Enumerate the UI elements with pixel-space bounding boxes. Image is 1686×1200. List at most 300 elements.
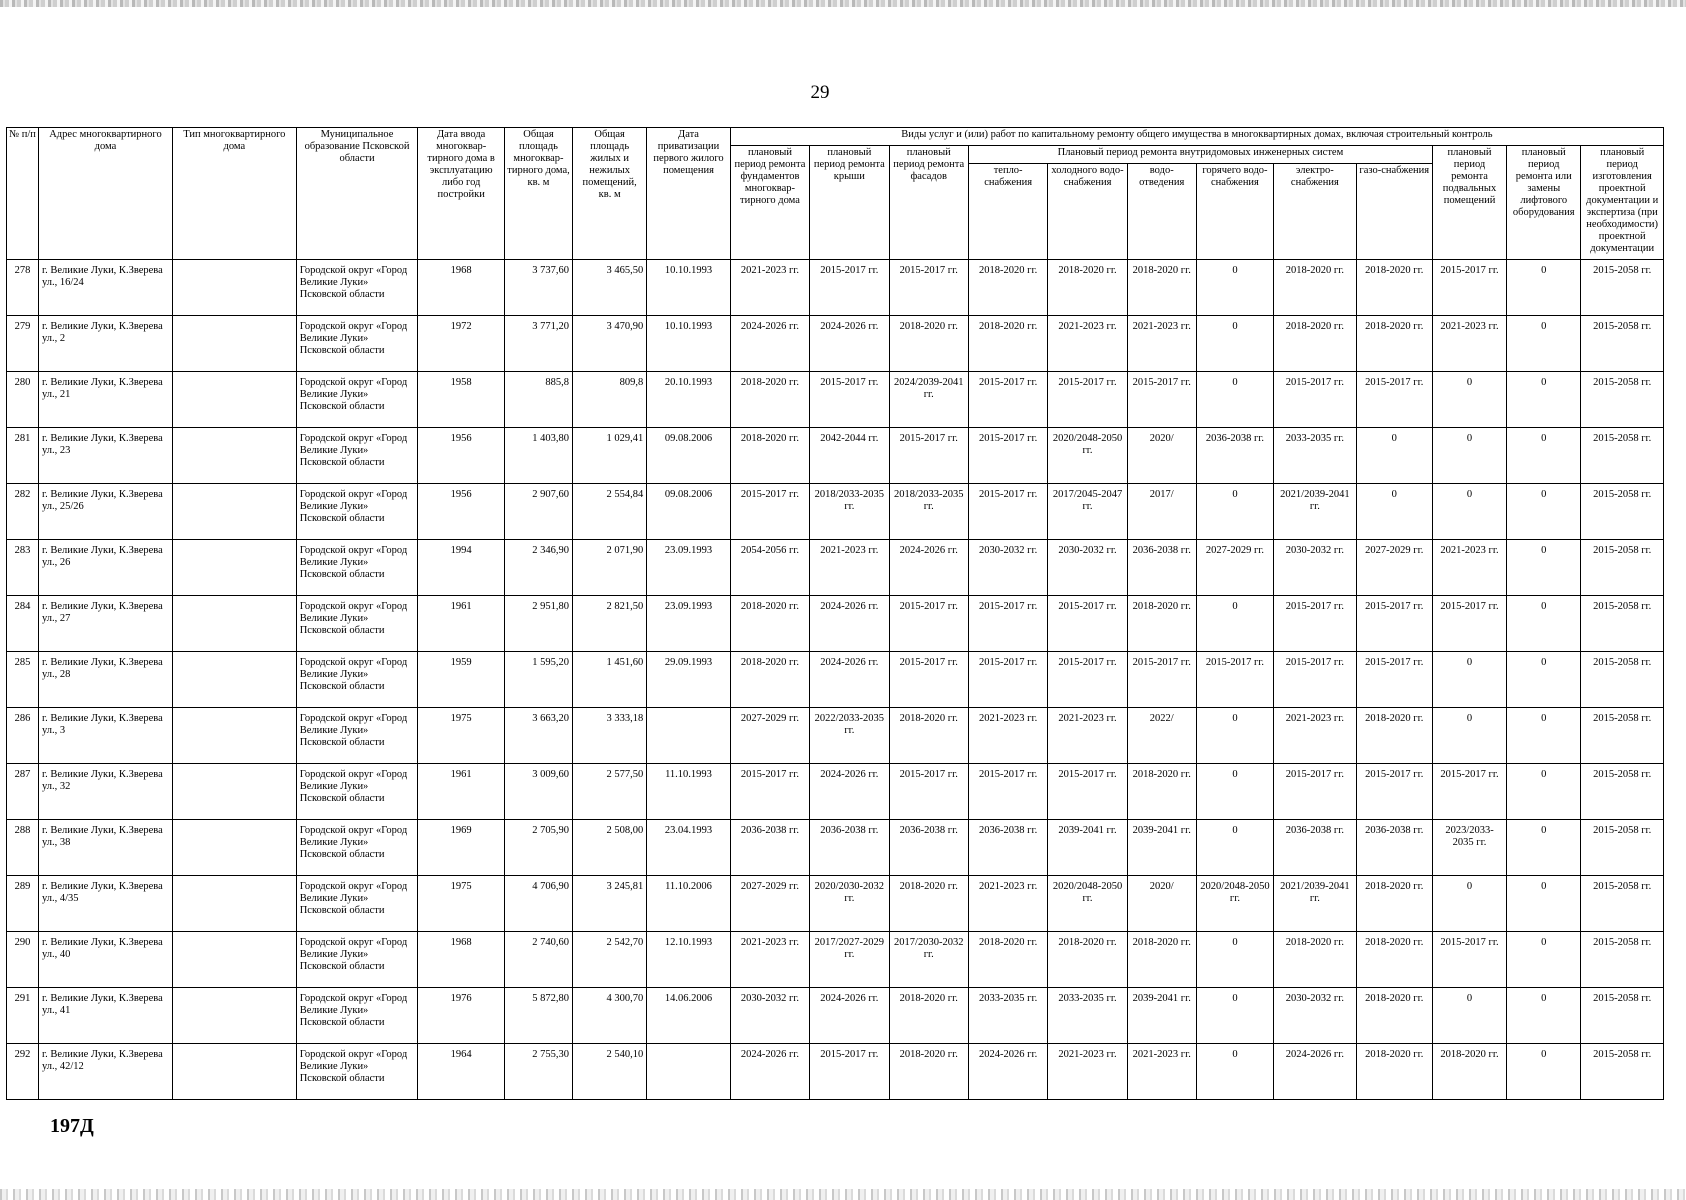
cell-design: 2015-2058 гг. bbox=[1581, 596, 1664, 652]
cell-sewer: 2018-2020 гг. bbox=[1127, 764, 1196, 820]
cell-basement: 2015-2017 гг. bbox=[1432, 260, 1506, 316]
cell-elevator: 0 bbox=[1507, 428, 1581, 484]
cell-heat: 2033-2035 гг. bbox=[968, 988, 1047, 1044]
cell-hot-water: 0 bbox=[1196, 260, 1273, 316]
cell-municipality: Городской округ «Город Великие Луки» Псковской области bbox=[296, 876, 418, 932]
cell-gas: 2018-2020 гг. bbox=[1356, 876, 1432, 932]
cell-total-area: 3 009,60 bbox=[504, 764, 572, 820]
cell-year: 1972 bbox=[418, 316, 505, 372]
cell-sewer: 2021-2023 гг. bbox=[1127, 316, 1196, 372]
cell-electric: 2033-2035 гг. bbox=[1274, 428, 1356, 484]
cell-municipality: Городской округ «Город Великие Луки» Псковской области bbox=[296, 820, 418, 876]
cell-foundation: 2024-2026 гг. bbox=[730, 316, 809, 372]
cell-gas: 2027-2029 гг. bbox=[1356, 540, 1432, 596]
cell-foundation: 2030-2032 гг. bbox=[730, 988, 809, 1044]
cell-type bbox=[172, 708, 296, 764]
cell-gas: 2018-2020 гг. bbox=[1356, 708, 1432, 764]
cell-electric: 2018-2020 гг. bbox=[1274, 932, 1356, 988]
cell-gas: 2018-2020 гг. bbox=[1356, 932, 1432, 988]
cell-electric: 2018-2020 гг. bbox=[1274, 316, 1356, 372]
cell-num: 292 bbox=[7, 1044, 39, 1100]
col-header-elevator: плановый период ремонта или замены лифтового оборудования bbox=[1507, 146, 1581, 260]
cell-facade: 2018-2020 гг. bbox=[889, 316, 968, 372]
cell-hot-water: 0 bbox=[1196, 484, 1273, 540]
cell-total-area: 2 951,80 bbox=[504, 596, 572, 652]
cell-elevator: 0 bbox=[1507, 876, 1581, 932]
cell-living-area: 809,8 bbox=[573, 372, 647, 428]
cell-foundation: 2018-2020 гг. bbox=[730, 428, 809, 484]
cell-electric: 2021/2039-2041 гг. bbox=[1274, 876, 1356, 932]
cell-hot-water: 0 bbox=[1196, 1044, 1273, 1100]
cell-living-area: 2 542,70 bbox=[573, 932, 647, 988]
cell-num: 288 bbox=[7, 820, 39, 876]
cell-type bbox=[172, 372, 296, 428]
cell-living-area: 2 071,90 bbox=[573, 540, 647, 596]
cell-cold-water: 2020/2048-2050 гг. bbox=[1048, 428, 1127, 484]
cell-living-area: 3 333,18 bbox=[573, 708, 647, 764]
cell-num: 281 bbox=[7, 428, 39, 484]
cell-year: 1968 bbox=[418, 260, 505, 316]
cell-address: г. Великие Луки, К.Зверева ул., 27 bbox=[38, 596, 172, 652]
cell-elevator: 0 bbox=[1507, 484, 1581, 540]
cell-facade: 2015-2017 гг. bbox=[889, 764, 968, 820]
cell-roof: 2021-2023 гг. bbox=[810, 540, 889, 596]
cell-heat: 2024-2026 гг. bbox=[968, 1044, 1047, 1100]
cell-living-area: 3 470,90 bbox=[573, 316, 647, 372]
col-header-year: Дата ввода многоквар-тирного дома в эксплуатацию либо год постройки bbox=[418, 128, 505, 260]
col-header-electric: электро-снабжения bbox=[1274, 164, 1356, 260]
cell-foundation: 2024-2026 гг. bbox=[730, 1044, 809, 1100]
cell-year: 1961 bbox=[418, 764, 505, 820]
cell-electric: 2021-2023 гг. bbox=[1274, 708, 1356, 764]
cell-heat: 2018-2020 гг. bbox=[968, 316, 1047, 372]
table-row bbox=[7, 316, 1664, 372]
col-header-engineering-group: Плановый период ремонта внутридомовых инженерных систем bbox=[968, 146, 1432, 164]
col-header-address: Адрес многоквартирного дома bbox=[38, 128, 172, 260]
table-body bbox=[7, 260, 1664, 1100]
cell-sewer: 2015-2017 гг. bbox=[1127, 372, 1196, 428]
cell-foundation: 2015-2017 гг. bbox=[730, 484, 809, 540]
cell-municipality: Городской округ «Город Великие Луки» Псковской области bbox=[296, 540, 418, 596]
cell-elevator: 0 bbox=[1507, 652, 1581, 708]
cell-sewer: 2018-2020 гг. bbox=[1127, 260, 1196, 316]
table-row bbox=[7, 820, 1664, 876]
cell-municipality: Городской округ «Город Великие Луки» Псковской области bbox=[296, 932, 418, 988]
cell-roof: 2024-2026 гг. bbox=[810, 596, 889, 652]
cell-total-area: 3 771,20 bbox=[504, 316, 572, 372]
cell-year: 1956 bbox=[418, 428, 505, 484]
table-row bbox=[7, 764, 1664, 820]
cell-foundation: 2036-2038 гг. bbox=[730, 820, 809, 876]
table-row bbox=[7, 1044, 1664, 1100]
cell-municipality: Городской округ «Город Великие Луки» Псковской области bbox=[296, 764, 418, 820]
col-header-type: Тип многоквартирного дома bbox=[172, 128, 296, 260]
cell-municipality: Городской округ «Город Великие Луки» Псковской области bbox=[296, 596, 418, 652]
col-header-services-group: Виды услуг и (или) работ по капитальному ремонту общего имущества в многоквартирных домах, включая строительный контроль bbox=[730, 128, 1663, 146]
cell-design: 2015-2058 гг. bbox=[1581, 540, 1664, 596]
cell-roof: 2024-2026 гг. bbox=[810, 652, 889, 708]
cell-facade: 2024/2039-2041 гг. bbox=[889, 372, 968, 428]
cell-design: 2015-2058 гг. bbox=[1581, 820, 1664, 876]
cell-basement: 0 bbox=[1432, 988, 1506, 1044]
cell-municipality: Городской округ «Город Великие Луки» Псковской области bbox=[296, 484, 418, 540]
table-row bbox=[7, 988, 1664, 1044]
cell-basement: 2021-2023 гг. bbox=[1432, 316, 1506, 372]
cell-heat: 2015-2017 гг. bbox=[968, 596, 1047, 652]
col-header-roof: плановый период ремонта крыши bbox=[810, 146, 889, 260]
cell-foundation: 2018-2020 гг. bbox=[730, 372, 809, 428]
cell-total-area: 2 755,30 bbox=[504, 1044, 572, 1100]
cell-heat: 2036-2038 гг. bbox=[968, 820, 1047, 876]
cell-num: 279 bbox=[7, 316, 39, 372]
cell-num: 284 bbox=[7, 596, 39, 652]
cell-basement: 2015-2017 гг. bbox=[1432, 764, 1506, 820]
cell-municipality: Городской округ «Город Великие Луки» Псковской области bbox=[296, 316, 418, 372]
cell-foundation: 2054-2056 гг. bbox=[730, 540, 809, 596]
table-row bbox=[7, 652, 1664, 708]
cell-heat: 2015-2017 гг. bbox=[968, 372, 1047, 428]
cell-gas: 2018-2020 гг. bbox=[1356, 988, 1432, 1044]
table-row bbox=[7, 876, 1664, 932]
cell-living-area: 1 029,41 bbox=[573, 428, 647, 484]
cell-municipality: Городской округ «Город Великие Луки» Псковской области bbox=[296, 428, 418, 484]
cell-privatization: 09.08.2006 bbox=[647, 428, 731, 484]
cell-cold-water: 2018-2020 гг. bbox=[1048, 260, 1127, 316]
cell-privatization: 09.08.2006 bbox=[647, 484, 731, 540]
cell-municipality: Городской округ «Город Великие Луки» Псковской области bbox=[296, 988, 418, 1044]
cell-living-area: 3 245,81 bbox=[573, 876, 647, 932]
cell-basement: 2023/2033-2035 гг. bbox=[1432, 820, 1506, 876]
cell-year: 1961 bbox=[418, 596, 505, 652]
cell-total-area: 5 872,80 bbox=[504, 988, 572, 1044]
cell-cold-water: 2030-2032 гг. bbox=[1048, 540, 1127, 596]
cell-sewer: 2017/ bbox=[1127, 484, 1196, 540]
cell-total-area: 2 346,90 bbox=[504, 540, 572, 596]
cell-heat: 2015-2017 гг. bbox=[968, 484, 1047, 540]
cell-elevator: 0 bbox=[1507, 708, 1581, 764]
cell-num: 291 bbox=[7, 988, 39, 1044]
cell-elevator: 0 bbox=[1507, 260, 1581, 316]
cell-cold-water: 2018-2020 гг. bbox=[1048, 932, 1127, 988]
cell-electric: 2021/2039-2041 гг. bbox=[1274, 484, 1356, 540]
scan-edge-top bbox=[0, 0, 1686, 7]
cell-roof: 2015-2017 гг. bbox=[810, 1044, 889, 1100]
cell-foundation: 2015-2017 гг. bbox=[730, 764, 809, 820]
cell-hot-water: 0 bbox=[1196, 988, 1273, 1044]
cell-cold-water: 2021-2023 гг. bbox=[1048, 1044, 1127, 1100]
cell-electric: 2015-2017 гг. bbox=[1274, 372, 1356, 428]
cell-address: г. Великие Луки, К.Зверева ул., 25/26 bbox=[38, 484, 172, 540]
cell-roof: 2018/2033-2035 гг. bbox=[810, 484, 889, 540]
table-row bbox=[7, 484, 1664, 540]
col-header-sewer: водо-отведения bbox=[1127, 164, 1196, 260]
cell-cold-water: 2033-2035 гг. bbox=[1048, 988, 1127, 1044]
cell-gas: 2015-2017 гг. bbox=[1356, 652, 1432, 708]
cell-year: 1969 bbox=[418, 820, 505, 876]
cell-design: 2015-2058 гг. bbox=[1581, 372, 1664, 428]
cell-privatization: 10.10.1993 bbox=[647, 260, 731, 316]
cell-design: 2015-2058 гг. bbox=[1581, 932, 1664, 988]
cell-cold-water: 2039-2041 гг. bbox=[1048, 820, 1127, 876]
cell-address: г. Великие Луки, К.Зверева ул., 3 bbox=[38, 708, 172, 764]
cell-municipality: Городской округ «Город Великие Луки» Псковской области bbox=[296, 652, 418, 708]
cell-num: 283 bbox=[7, 540, 39, 596]
cell-gas: 2015-2017 гг. bbox=[1356, 764, 1432, 820]
cell-design: 2015-2058 гг. bbox=[1581, 484, 1664, 540]
cell-sewer: 2039-2041 гг. bbox=[1127, 820, 1196, 876]
cell-year: 1958 bbox=[418, 372, 505, 428]
cell-num: 285 bbox=[7, 652, 39, 708]
cell-basement: 0 bbox=[1432, 372, 1506, 428]
cell-hot-water: 2020/2048-2050 гг. bbox=[1196, 876, 1273, 932]
cell-roof: 2022/2033-2035 гг. bbox=[810, 708, 889, 764]
cell-roof: 2015-2017 гг. bbox=[810, 260, 889, 316]
cell-cold-water: 2015-2017 гг. bbox=[1048, 372, 1127, 428]
housing-repair-table bbox=[6, 127, 1664, 1100]
cell-type bbox=[172, 596, 296, 652]
cell-municipality: Городской округ «Город Великие Луки» Псковской области bbox=[296, 1044, 418, 1100]
cell-gas: 0 bbox=[1356, 484, 1432, 540]
cell-municipality: Городской округ «Город Великие Луки» Псковской области bbox=[296, 372, 418, 428]
cell-design: 2015-2058 гг. bbox=[1581, 764, 1664, 820]
cell-facade: 2024-2026 гг. bbox=[889, 540, 968, 596]
cell-heat: 2021-2023 гг. bbox=[968, 876, 1047, 932]
cell-foundation: 2021-2023 гг. bbox=[730, 932, 809, 988]
cell-year: 1968 bbox=[418, 932, 505, 988]
cell-address: г. Великие Луки, К.Зверева ул., 28 bbox=[38, 652, 172, 708]
col-header-cold-water: холодного водо-снабжения bbox=[1048, 164, 1127, 260]
cell-electric: 2018-2020 гг. bbox=[1274, 260, 1356, 316]
cell-type bbox=[172, 484, 296, 540]
cell-gas: 2015-2017 гг. bbox=[1356, 372, 1432, 428]
cell-living-area: 3 465,50 bbox=[573, 260, 647, 316]
cell-hot-water: 0 bbox=[1196, 820, 1273, 876]
cell-foundation: 2018-2020 гг. bbox=[730, 596, 809, 652]
cell-elevator: 0 bbox=[1507, 540, 1581, 596]
cell-num: 290 bbox=[7, 932, 39, 988]
col-header-privatization: Дата приватизации первого жилого помещения bbox=[647, 128, 731, 260]
cell-hot-water: 0 bbox=[1196, 596, 1273, 652]
cell-roof: 2020/2030-2032 гг. bbox=[810, 876, 889, 932]
cell-type bbox=[172, 540, 296, 596]
cell-type bbox=[172, 764, 296, 820]
cell-electric: 2024-2026 гг. bbox=[1274, 1044, 1356, 1100]
cell-design: 2015-2058 гг. bbox=[1581, 1044, 1664, 1100]
cell-address: г. Великие Луки, К.Зверева ул., 2 bbox=[38, 316, 172, 372]
cell-elevator: 0 bbox=[1507, 932, 1581, 988]
cell-address: г. Великие Луки, К.Зверева ул., 40 bbox=[38, 932, 172, 988]
cell-address: г. Великие Луки, К.Зверева ул., 26 bbox=[38, 540, 172, 596]
cell-sewer: 2021-2023 гг. bbox=[1127, 1044, 1196, 1100]
cell-year: 1994 bbox=[418, 540, 505, 596]
cell-foundation: 2021-2023 гг. bbox=[730, 260, 809, 316]
cell-total-area: 4 706,90 bbox=[504, 876, 572, 932]
col-header-hot-water: горячего водо-снабжения bbox=[1196, 164, 1273, 260]
cell-roof: 2036-2038 гг. bbox=[810, 820, 889, 876]
table-row bbox=[7, 708, 1664, 764]
cell-elevator: 0 bbox=[1507, 764, 1581, 820]
col-header-gas: газо-снабжения bbox=[1356, 164, 1432, 260]
cell-roof: 2024-2026 гг. bbox=[810, 316, 889, 372]
cell-facade: 2017/2030-2032 гг. bbox=[889, 932, 968, 988]
cell-type bbox=[172, 316, 296, 372]
cell-address: г. Великие Луки, К.Зверева ул., 41 bbox=[38, 988, 172, 1044]
cell-basement: 2015-2017 гг. bbox=[1432, 932, 1506, 988]
cell-num: 286 bbox=[7, 708, 39, 764]
cell-sewer: 2020/ bbox=[1127, 876, 1196, 932]
cell-foundation: 2027-2029 гг. bbox=[730, 708, 809, 764]
cell-hot-water: 2015-2017 гг. bbox=[1196, 652, 1273, 708]
cell-living-area: 2 577,50 bbox=[573, 764, 647, 820]
cell-num: 280 bbox=[7, 372, 39, 428]
cell-sewer: 2015-2017 гг. bbox=[1127, 652, 1196, 708]
cell-heat: 2018-2020 гг. bbox=[968, 932, 1047, 988]
col-header-design: плановый период изготовления проектной документации и экспертиза (при необходимости) проектной документации bbox=[1581, 146, 1664, 260]
cell-hot-water: 2027-2029 гг. bbox=[1196, 540, 1273, 596]
cell-gas: 2018-2020 гг. bbox=[1356, 316, 1432, 372]
cell-facade: 2018-2020 гг. bbox=[889, 708, 968, 764]
table-row bbox=[7, 540, 1664, 596]
cell-design: 2015-2058 гг. bbox=[1581, 316, 1664, 372]
cell-total-area: 2 705,90 bbox=[504, 820, 572, 876]
cell-type bbox=[172, 428, 296, 484]
cell-electric: 2036-2038 гг. bbox=[1274, 820, 1356, 876]
cell-sewer: 2020/ bbox=[1127, 428, 1196, 484]
cell-cold-water: 2020/2048-2050 гг. bbox=[1048, 876, 1127, 932]
cell-heat: 2021-2023 гг. bbox=[968, 708, 1047, 764]
cell-basement: 0 bbox=[1432, 652, 1506, 708]
cell-roof: 2015-2017 гг. bbox=[810, 372, 889, 428]
cell-total-area: 3 737,60 bbox=[504, 260, 572, 316]
cell-electric: 2015-2017 гг. bbox=[1274, 596, 1356, 652]
cell-design: 2015-2058 гг. bbox=[1581, 708, 1664, 764]
cell-basement: 0 bbox=[1432, 484, 1506, 540]
cell-gas: 2015-2017 гг. bbox=[1356, 596, 1432, 652]
cell-basement: 2018-2020 гг. bbox=[1432, 1044, 1506, 1100]
cell-type bbox=[172, 260, 296, 316]
cell-elevator: 0 bbox=[1507, 372, 1581, 428]
cell-privatization: 11.10.1993 bbox=[647, 764, 731, 820]
cell-year: 1956 bbox=[418, 484, 505, 540]
cell-design: 2015-2058 гг. bbox=[1581, 876, 1664, 932]
table-row bbox=[7, 260, 1664, 316]
cell-num: 278 bbox=[7, 260, 39, 316]
cell-hot-water: 0 bbox=[1196, 764, 1273, 820]
cell-year: 1976 bbox=[418, 988, 505, 1044]
cell-design: 2015-2058 гг. bbox=[1581, 428, 1664, 484]
col-header-basement: плановый период ремонта подвальных помещений bbox=[1432, 146, 1506, 260]
cell-electric: 2030-2032 гг. bbox=[1274, 540, 1356, 596]
cell-address: г. Великие Луки, К.Зверева ул., 23 bbox=[38, 428, 172, 484]
cell-living-area: 4 300,70 bbox=[573, 988, 647, 1044]
cell-design: 2015-2058 гг. bbox=[1581, 260, 1664, 316]
cell-privatization: 10.10.1993 bbox=[647, 316, 731, 372]
cell-elevator: 0 bbox=[1507, 596, 1581, 652]
cell-privatization: 29.09.1993 bbox=[647, 652, 731, 708]
cell-num: 282 bbox=[7, 484, 39, 540]
cell-total-area: 1 595,20 bbox=[504, 652, 572, 708]
cell-year: 1975 bbox=[418, 708, 505, 764]
cell-type bbox=[172, 1044, 296, 1100]
cell-roof: 2024-2026 гг. bbox=[810, 764, 889, 820]
cell-heat: 2030-2032 гг. bbox=[968, 540, 1047, 596]
cell-foundation: 2018-2020 гг. bbox=[730, 652, 809, 708]
page-number: 29 bbox=[810, 82, 830, 103]
cell-heat: 2015-2017 гг. bbox=[968, 764, 1047, 820]
cell-privatization: 11.10.2006 bbox=[647, 876, 731, 932]
cell-gas: 0 bbox=[1356, 428, 1432, 484]
col-header-foundation: плановый период ремонта фундаментов многоквар-тирного дома bbox=[730, 146, 809, 260]
col-header-municipality: Муниципальное образование Псковской области bbox=[296, 128, 418, 260]
cell-electric: 2015-2017 гг. bbox=[1274, 764, 1356, 820]
cell-num: 289 bbox=[7, 876, 39, 932]
cell-sewer: 2039-2041 гг. bbox=[1127, 988, 1196, 1044]
cell-cold-water: 2021-2023 гг. bbox=[1048, 708, 1127, 764]
cell-sewer: 2018-2020 гг. bbox=[1127, 596, 1196, 652]
cell-year: 1975 bbox=[418, 876, 505, 932]
cell-address: г. Великие Луки, К.Зверева ул., 16/24 bbox=[38, 260, 172, 316]
cell-elevator: 0 bbox=[1507, 1044, 1581, 1100]
cell-elevator: 0 bbox=[1507, 820, 1581, 876]
cell-elevator: 0 bbox=[1507, 988, 1581, 1044]
cell-total-area: 2 740,60 bbox=[504, 932, 572, 988]
cell-design: 2015-2058 гг. bbox=[1581, 652, 1664, 708]
cell-total-area: 1 403,80 bbox=[504, 428, 572, 484]
table-row bbox=[7, 596, 1664, 652]
table-row bbox=[7, 932, 1664, 988]
cell-hot-water: 2036-2038 гг. bbox=[1196, 428, 1273, 484]
cell-heat: 2018-2020 гг. bbox=[968, 260, 1047, 316]
cell-basement: 0 bbox=[1432, 428, 1506, 484]
table-row bbox=[7, 428, 1664, 484]
cell-living-area: 1 451,60 bbox=[573, 652, 647, 708]
cell-address: г. Великие Луки, К.Зверева ул., 38 bbox=[38, 820, 172, 876]
cell-facade: 2018-2020 гг. bbox=[889, 876, 968, 932]
cell-facade: 2015-2017 гг. bbox=[889, 652, 968, 708]
cell-address: г. Великие Луки, К.Зверева ул., 32 bbox=[38, 764, 172, 820]
cell-total-area: 885,8 bbox=[504, 372, 572, 428]
cell-basement: 2021-2023 гг. bbox=[1432, 540, 1506, 596]
cell-privatization: 23.09.1993 bbox=[647, 596, 731, 652]
cell-heat: 2015-2017 гг. bbox=[968, 652, 1047, 708]
col-header-total-area: Общая площадь многоквар-тирного дома, кв. м bbox=[504, 128, 572, 260]
cell-gas: 2018-2020 гг. bbox=[1356, 260, 1432, 316]
document-code: 197Д bbox=[50, 1115, 94, 1137]
cell-cold-water: 2015-2017 гг. bbox=[1048, 596, 1127, 652]
cell-facade: 2036-2038 гг. bbox=[889, 820, 968, 876]
cell-cold-water: 2015-2017 гг. bbox=[1048, 652, 1127, 708]
cell-privatization: 23.04.1993 bbox=[647, 820, 731, 876]
cell-foundation: 2027-2029 гг. bbox=[730, 876, 809, 932]
scan-edge-bottom bbox=[0, 1189, 1686, 1200]
cell-living-area: 2 821,50 bbox=[573, 596, 647, 652]
cell-type bbox=[172, 988, 296, 1044]
cell-sewer: 2018-2020 гг. bbox=[1127, 932, 1196, 988]
cell-year: 1959 bbox=[418, 652, 505, 708]
cell-privatization: 14.06.2006 bbox=[647, 988, 731, 1044]
cell-privatization bbox=[647, 708, 731, 764]
cell-basement: 2015-2017 гг. bbox=[1432, 596, 1506, 652]
col-header-facade: плановый период ремонта фасадов bbox=[889, 146, 968, 260]
table-row bbox=[7, 372, 1664, 428]
cell-type bbox=[172, 820, 296, 876]
cell-living-area: 2 540,10 bbox=[573, 1044, 647, 1100]
cell-facade: 2015-2017 гг. bbox=[889, 596, 968, 652]
col-header-num: № п/п bbox=[7, 128, 39, 260]
cell-address: г. Великие Луки, К.Зверева ул., 42/12 bbox=[38, 1044, 172, 1100]
cell-privatization: 20.10.1993 bbox=[647, 372, 731, 428]
cell-roof: 2017/2027-2029 гг. bbox=[810, 932, 889, 988]
